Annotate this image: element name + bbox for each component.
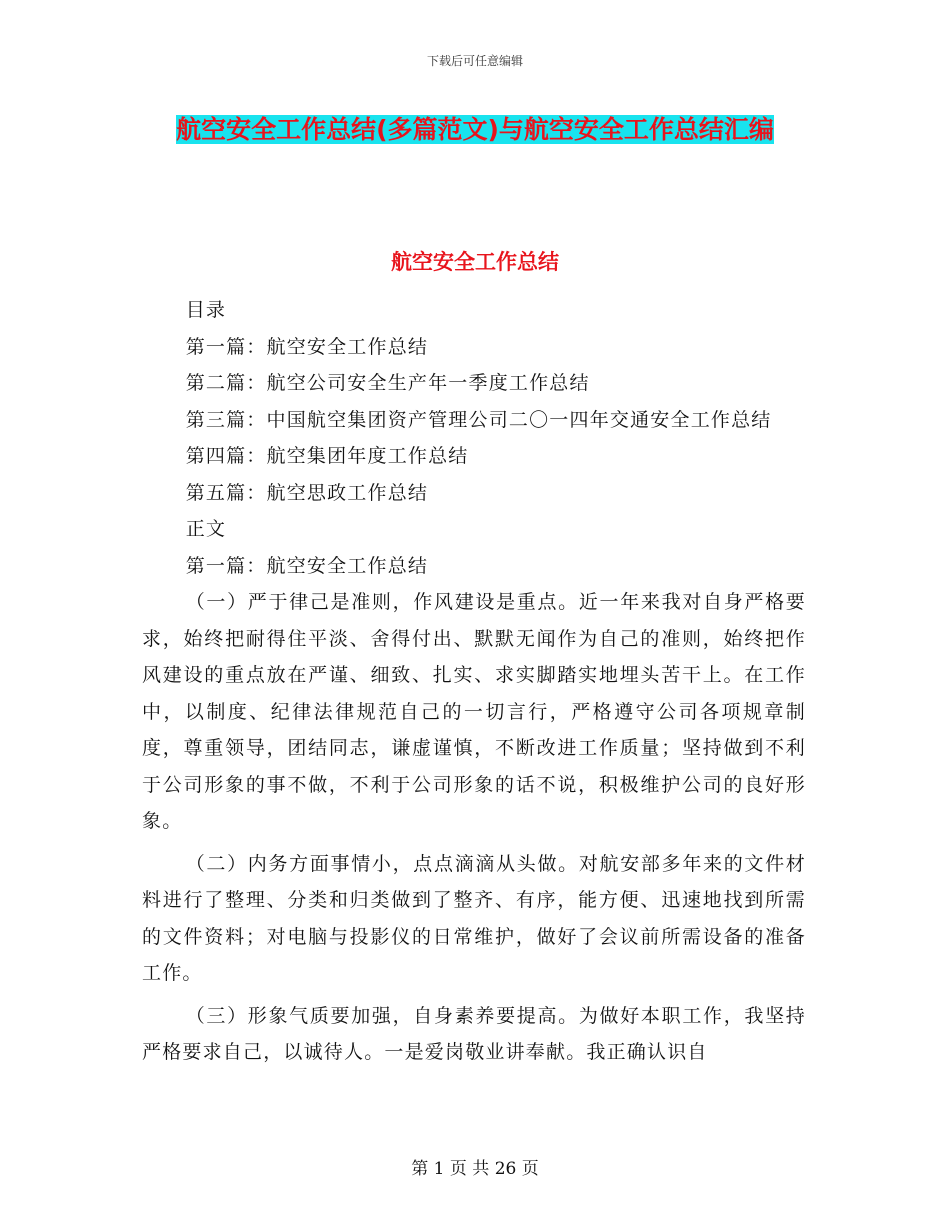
document-title-text: 航空安全工作总结(多篇范文)与航空安全工作总结汇编 [176,115,774,144]
page-footer: 第 1 页 共 26 页 [411,1159,539,1179]
document-title [140,108,810,152]
toc-item: 第三篇：中国航空集团资产管理公司二〇一四年交通安全工作总结 [185,408,772,431]
toc-heading: 目录 [185,299,227,321]
toc-item: 第一篇：航空安全工作总结 [185,335,429,358]
toc-item: 第四篇：航空集团年度工作总结 [185,445,469,467]
document-body [142,292,806,1071]
section-title: 第一篇：航空安全工作总结 [185,554,429,577]
toc-item: 第五篇：航空思政工作总结 [185,481,429,504]
header-note: 下载后可任意编辑 [426,54,523,68]
body-paragraph: （三）形象气质要加强，自身素养要提高。为做好本职工作，我坚持严格要求自己，以诚待人。一是爱岗敬业讲奉献。我正确认识自 [142,1004,806,1063]
body-paragraph: （一）严于律己是准则，作风建设是重点。近一年来我对自身严格要求，始终把耐得住平淡、舍得付出、默默无闻作为自己的准则，始终把作风建设的重点放在严谨、细致、扎实、求实脚踏实地埋头苦干上。在工作中，以制度、纪律法律规范自己的一切言行，严格遵守公司各项规章制度，尊重领导，团结同志，谦虚谨慎，不断改进工作质量；坚持做到不利于公司形象的事不做，不利于公司形象的话不说，积极维护公司的良好形象。 [142,591,806,832]
section-subtitle: 航空安全工作总结 [391,250,559,274]
toc-item: 第二篇：航空公司安全生产年一季度工作总结 [185,372,590,394]
body-heading: 正文 [185,518,227,540]
body-paragraph: （二）内务方面事情小，点点滴滴从头做。对航安部多年来的文件材料进行了整理、分类和归类做到了整齐、有序，能方便、迅速地找到所需的文件资料；对电脑与投影仪的日常维护，做好了会议前所需设备的准备工作。 [142,852,806,984]
